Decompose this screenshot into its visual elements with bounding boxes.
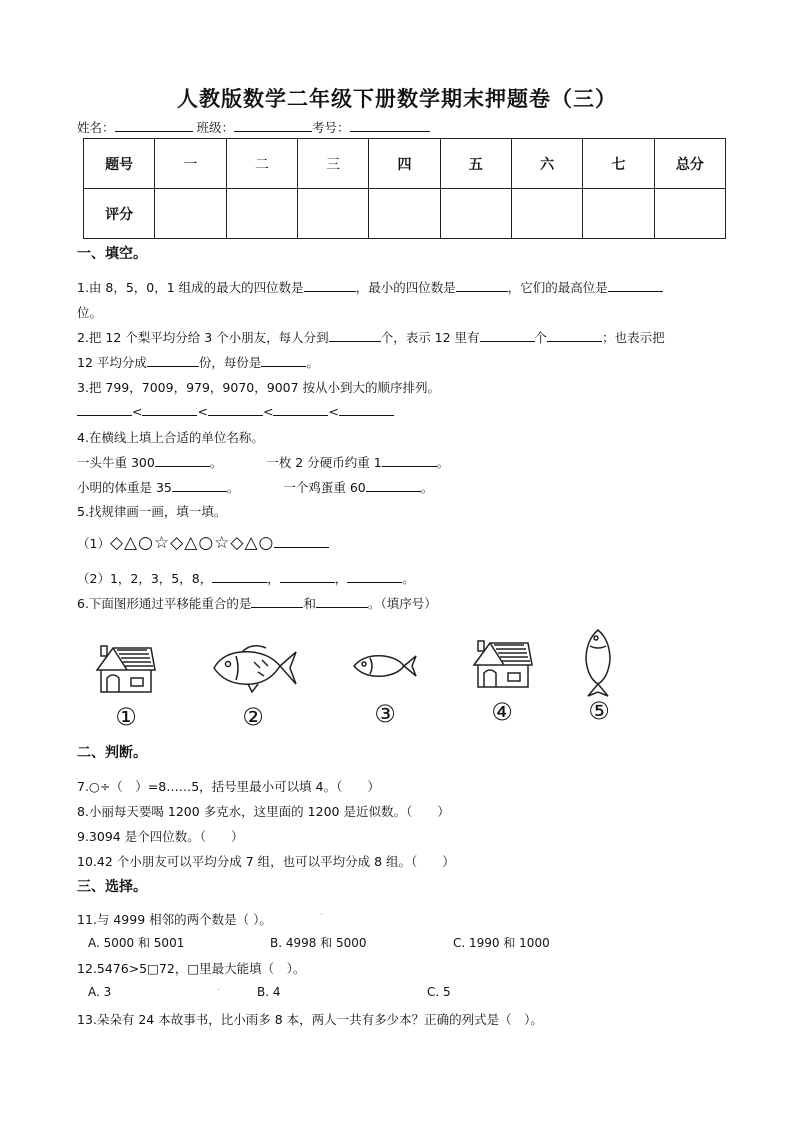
class-label: 班级： [196, 120, 235, 135]
score-table [83, 138, 726, 239]
question-text: 。 [226, 480, 240, 495]
answer-blank[interactable] [172, 479, 227, 492]
question-text: 2.把 12 个梨平均分给 3 个小朋友，每人分到 [77, 330, 329, 345]
question-1 [77, 278, 663, 296]
score-entry-cell[interactable] [226, 189, 297, 239]
option-a[interactable]: A. 5000 和 5001 [88, 936, 185, 950]
option-c[interactable]: C. 1990 和 1000 [453, 936, 550, 950]
answer-blank[interactable] [456, 279, 508, 292]
answer-blank[interactable] [155, 454, 210, 467]
score-entry-cell[interactable] [511, 189, 582, 239]
option-a[interactable]: A. 3 [88, 985, 112, 999]
student-info-line [77, 118, 430, 136]
table-cell: 题号 [84, 139, 155, 189]
question-text: ，它们的最高位是 [507, 280, 608, 295]
question-text: （2）1，2，3，5，8， [77, 571, 213, 586]
answer-blank[interactable] [261, 354, 306, 367]
less-than-sign: < [132, 404, 143, 419]
answer-blank[interactable] [382, 454, 437, 467]
question-text: 一个鸡蛋重 60 [283, 480, 366, 495]
stray-mark: · [217, 985, 221, 996]
answer-blank[interactable] [316, 595, 368, 608]
less-than-sign: < [197, 404, 208, 419]
answer-blank[interactable] [251, 595, 303, 608]
stray-mark: · [320, 910, 324, 921]
exam-number-label: 考号： [312, 120, 350, 135]
question-12: 12.5476>5□72，□里最大能填（ ）。 [77, 961, 306, 976]
figure-label: ① [115, 703, 137, 731]
question-text: 。 [209, 455, 223, 470]
page-title: 人教版数学二年级下册数学期末押题卷（三） [177, 87, 617, 111]
less-than-sign: < [328, 404, 339, 419]
question-6 [77, 594, 437, 612]
exam-number-blank[interactable] [350, 119, 430, 132]
table-cell: 一 [155, 139, 226, 189]
score-entry-cell[interactable] [440, 189, 511, 239]
question-text: 和 [303, 596, 316, 611]
shape-sequence: ◇△○☆◇△○☆◇△○ [109, 533, 275, 553]
question-text: ，最小的四位数是 [355, 280, 456, 295]
score-entry-cell[interactable] [297, 189, 368, 239]
option-b[interactable]: B. 4998 和 5000 [270, 936, 367, 950]
question-3: 3.把 799，7009，979，9070，9007 按从小到大的顺序排列。 [77, 380, 441, 395]
table-cell: 六 [511, 139, 582, 189]
answer-blank[interactable] [329, 329, 381, 342]
fish-icon [350, 650, 420, 682]
name-label: 姓名： [77, 120, 115, 135]
score-table-score-row [84, 189, 726, 239]
question-text: 份，每份是 [198, 355, 262, 370]
fish-icon [208, 642, 300, 694]
figure-label: ⑤ [588, 697, 610, 725]
question-text: 。 [436, 455, 450, 470]
answer-blank[interactable] [339, 403, 394, 416]
score-entry-cell[interactable] [155, 189, 226, 239]
question-4-row2 [77, 478, 433, 496]
section-heading-fill: 一、填空。 [77, 246, 147, 262]
question-2-cont [77, 353, 319, 371]
ordering-blanks [77, 403, 394, 419]
question-text: ；也表示把 [602, 330, 665, 345]
table-cell: 四 [369, 139, 440, 189]
answer-blank[interactable] [212, 570, 267, 583]
question-text: 。（填序号） [367, 596, 437, 611]
score-entry-cell[interactable] [654, 189, 725, 239]
answer-blank[interactable] [347, 570, 402, 583]
question-9: 9.3094 是个四位数。（ ） [77, 829, 244, 844]
question-text: 个 [534, 330, 548, 345]
score-entry-cell[interactable] [369, 189, 440, 239]
question-text: 一枚 2 分硬币约重 1 [266, 455, 382, 470]
house-icon [470, 635, 534, 691]
question-text: 1.由 8，5，0，1 组成的最大的四位数是 [77, 280, 304, 295]
answer-blank[interactable] [142, 403, 197, 416]
question-10: 10.42 个小朋友可以平均分成 7 组，也可以平均分成 8 组。（ ） [77, 854, 455, 869]
table-cell: 总分 [654, 139, 725, 189]
question-8: 8.小丽每天要喝 1200 多克水，这里面的 1200 是近似数。（ ） [77, 804, 450, 819]
question-text: 一头牛重 300 [77, 455, 155, 470]
question-text: 。 [402, 571, 415, 586]
question-text: ， [267, 571, 280, 586]
question-5-part1 [77, 533, 329, 553]
question-text: 12 平均分成 [77, 355, 147, 370]
question-5: 5.找规律画一画，填一填。 [77, 504, 227, 519]
question-7: 7.○÷（ ）=8……5，括号里最小可以填 4。（ ） [77, 779, 380, 794]
figure-label: ③ [374, 700, 396, 728]
answer-blank[interactable] [147, 354, 199, 367]
answer-blank[interactable] [366, 479, 421, 492]
class-blank[interactable] [234, 119, 312, 132]
answer-blank[interactable] [480, 329, 535, 342]
question-4-row1 [77, 453, 449, 471]
question-text: 。 [420, 480, 434, 495]
answer-blank[interactable] [280, 570, 335, 583]
answer-blank[interactable] [547, 329, 602, 342]
name-blank[interactable] [115, 119, 193, 132]
table-cell: 五 [440, 139, 511, 189]
fish-vertical-icon [580, 626, 616, 698]
question-text: 小明的体重是 35 [77, 480, 172, 495]
table-cell: 二 [226, 139, 297, 189]
figure-label: ② [242, 703, 264, 731]
question-11: 11.与 4999 相邻的两个数是（ ）。 [77, 912, 272, 927]
question-13: 13.朵朵有 24 本故事书，比小雨多 8 本，两人一共有多少本？正确的列式是（ ）。 [77, 1012, 543, 1027]
question-text: 6.下面图形通过平移能重合的是 [77, 596, 252, 611]
answer-blank[interactable] [608, 279, 663, 292]
question-2 [77, 328, 665, 346]
score-table-header-row [84, 139, 726, 189]
section-heading-judge: 二、判断。 [77, 745, 147, 761]
score-entry-cell[interactable] [583, 189, 654, 239]
answer-blank[interactable] [274, 535, 329, 548]
section-heading-choice: 三、选择。 [77, 879, 147, 895]
answer-blank[interactable] [304, 279, 356, 292]
question-5-part2 [77, 569, 415, 587]
question-text: （1） [77, 536, 110, 551]
table-cell: 评分 [84, 189, 155, 239]
house-icon [93, 640, 157, 696]
question-text: ， [334, 571, 348, 586]
question-text: 个，表示 12 里有 [380, 330, 480, 345]
answer-blank[interactable] [273, 403, 328, 416]
table-cell: 七 [583, 139, 654, 189]
question-4: 4.在横线上填上合适的单位名称。 [77, 430, 264, 445]
answer-blank[interactable] [208, 403, 263, 416]
option-c[interactable]: C. 5 [427, 985, 451, 999]
answer-blank[interactable] [77, 403, 132, 416]
question-text: 。 [306, 355, 319, 370]
less-than-sign: < [262, 404, 274, 419]
table-cell: 三 [297, 139, 368, 189]
figure-label: ④ [491, 698, 513, 726]
question-1-cont: 位。 [77, 305, 103, 320]
option-b[interactable]: B. 4 [257, 985, 281, 999]
